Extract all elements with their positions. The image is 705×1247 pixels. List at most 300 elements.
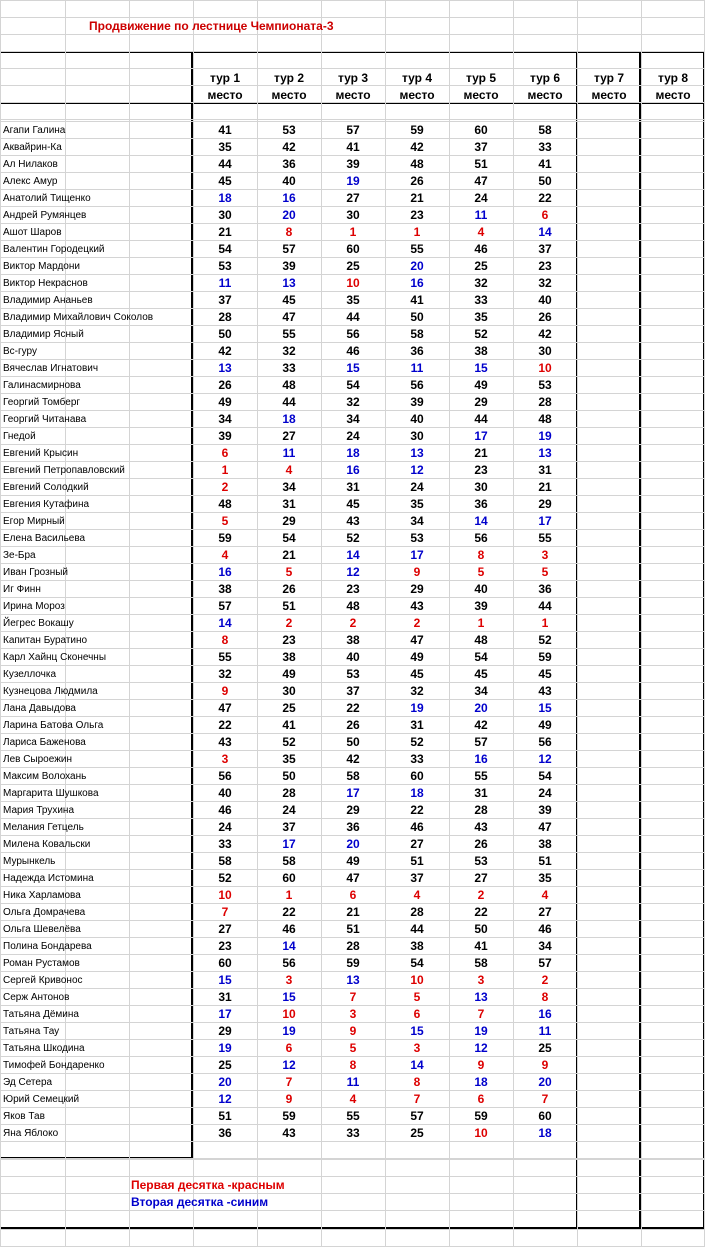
place-cell-tour-5: 20: [474, 701, 488, 715]
place-cell-tour-6: 7: [541, 1092, 549, 1106]
place-cell-tour-2: 9: [285, 1092, 293, 1106]
place-cell-tour-2: 18: [282, 412, 296, 426]
place-cell-tour-3: 16: [346, 463, 360, 477]
place-cell-tour-1: 29: [218, 1024, 232, 1038]
participant-name: Агапи Галина: [3, 125, 66, 136]
place-cell-tour-3: 56: [346, 327, 360, 341]
place-cell-tour-1: 12: [218, 1092, 232, 1106]
place-cell-tour-4: 53: [410, 531, 424, 545]
grid-line: [0, 1158, 705, 1159]
place-cell-tour-4: 7: [413, 1092, 421, 1106]
place-cell-tour-5: 6: [477, 1092, 485, 1106]
place-cell-tour-6: 50: [538, 174, 552, 188]
tour-header-1: тур 1: [209, 71, 241, 85]
grid-line: [0, 1210, 705, 1211]
place-cell-tour-6: 9: [541, 1058, 549, 1072]
participant-name: Владимир Ананьев: [3, 295, 93, 306]
place-cell-tour-6: 52: [538, 633, 552, 647]
place-cell-tour-2: 35: [282, 752, 296, 766]
place-cell-tour-2: 29: [282, 514, 296, 528]
place-cell-tour-1: 50: [218, 327, 232, 341]
place-cell-tour-4: 4: [413, 888, 421, 902]
place-cell-tour-6: 46: [538, 922, 552, 936]
participant-name: Татьяна Дёмина: [3, 1009, 79, 1020]
place-cell-tour-6: 13: [538, 446, 552, 460]
place-cell-tour-2: 6: [285, 1041, 293, 1055]
place-cell-tour-2: 5: [285, 565, 293, 579]
place-cell-tour-3: 27: [346, 191, 360, 205]
place-cell-tour-1: 54: [218, 242, 232, 256]
place-cell-tour-6: 43: [538, 684, 552, 698]
place-cell-tour-6: 15: [538, 701, 552, 715]
place-cell-tour-5: 14: [474, 514, 488, 528]
place-cell-tour-2: 17: [282, 837, 296, 851]
place-cell-tour-5: 43: [474, 820, 488, 834]
grid-line: [129, 0, 130, 1247]
place-cell-tour-5: 17: [474, 429, 488, 443]
place-cell-tour-5: 37: [474, 140, 488, 154]
place-cell-tour-1: 48: [218, 497, 232, 511]
place-cell-tour-5: 35: [474, 310, 488, 324]
place-cell-tour-2: 53: [282, 123, 296, 137]
participant-name: Капитан Буратино: [3, 635, 88, 646]
participant-name: Анатолий Тищенко: [3, 193, 91, 204]
place-cell-tour-2: 48: [282, 378, 296, 392]
participant-name: Вячеслав Игнатович: [3, 363, 99, 374]
place-cell-tour-1: 9: [221, 684, 229, 698]
place-cell-tour-5: 5: [477, 565, 485, 579]
tour-header-6: тур 6: [529, 71, 561, 85]
place-cell-tour-1: 22: [218, 718, 232, 732]
place-cell-tour-4: 19: [410, 701, 424, 715]
place-cell-tour-4: 20: [410, 259, 424, 273]
place-cell-tour-1: 55: [218, 650, 232, 664]
place-cell-tour-6: 45: [538, 667, 552, 681]
place-cell-tour-4: 44: [410, 922, 424, 936]
place-cell-tour-4: 6: [413, 1007, 421, 1021]
place-cell-tour-2: 20: [282, 208, 296, 222]
place-cell-tour-5: 3: [477, 973, 485, 987]
place-cell-tour-2: 11: [282, 446, 296, 460]
place-cell-tour-2: 54: [282, 531, 296, 545]
place-cell-tour-4: 5: [413, 990, 421, 1004]
place-cell-tour-2: 32: [282, 344, 296, 358]
place-cell-tour-3: 35: [346, 293, 360, 307]
place-cell-tour-1: 46: [218, 803, 232, 817]
place-cell-tour-1: 40: [218, 786, 232, 800]
place-cell-tour-3: 2: [349, 616, 357, 630]
place-cell-tour-4: 11: [410, 361, 424, 375]
grid-line: [0, 68, 705, 69]
place-cell-tour-3: 18: [346, 446, 360, 460]
place-cell-tour-3: 60: [346, 242, 360, 256]
place-cell-tour-3: 50: [346, 735, 360, 749]
place-cell-tour-5: 16: [474, 752, 488, 766]
place-cell-tour-5: 25: [474, 259, 488, 273]
participant-name: Роман Рустамов: [3, 958, 80, 969]
place-cell-tour-6: 31: [538, 463, 552, 477]
place-cell-tour-2: 57: [282, 242, 296, 256]
place-cell-tour-3: 48: [346, 599, 360, 613]
place-cell-tour-4: 42: [410, 140, 424, 154]
place-cell-tour-6: 24: [538, 786, 552, 800]
place-cell-tour-4: 38: [410, 939, 424, 953]
place-cell-tour-3: 25: [346, 259, 360, 273]
place-cell-tour-5: 23: [474, 463, 488, 477]
place-cell-tour-1: 20: [218, 1075, 232, 1089]
place-cell-tour-6: 38: [538, 837, 552, 851]
place-cell-tour-4: 13: [410, 446, 424, 460]
place-cell-tour-2: 31: [282, 497, 296, 511]
place-cell-tour-6: 33: [538, 140, 552, 154]
place-cell-tour-6: 42: [538, 327, 552, 341]
place-cell-tour-3: 33: [346, 1126, 360, 1140]
grid-line: [641, 0, 642, 1247]
participant-name: Ирина Мороз: [3, 601, 65, 612]
place-cell-tour-4: 31: [410, 718, 424, 732]
place-cell-tour-6: 26: [538, 310, 552, 324]
place-cell-tour-2: 44: [282, 395, 296, 409]
place-cell-tour-6: 34: [538, 939, 552, 953]
tour-header-8: тур 8: [657, 71, 689, 85]
participant-name: Эд Сетера: [3, 1077, 53, 1088]
place-cell-tour-4: 3: [413, 1041, 421, 1055]
place-cell-tour-4: 50: [410, 310, 424, 324]
place-cell-tour-3: 23: [346, 582, 360, 596]
place-cell-tour-3: 20: [346, 837, 360, 851]
place-cell-tour-3: 37: [346, 684, 360, 698]
place-cell-tour-5: 53: [474, 854, 488, 868]
place-cell-tour-6: 3: [541, 548, 549, 562]
place-cell-tour-2: 60: [282, 871, 296, 885]
participant-name: Елена Васильева: [3, 533, 86, 544]
place-cell-tour-2: 40: [282, 174, 296, 188]
place-cell-tour-2: 30: [282, 684, 296, 698]
place-cell-tour-1: 7: [221, 905, 229, 919]
place-cell-tour-2: 24: [282, 803, 296, 817]
participant-name: Полина Бондарева: [3, 941, 92, 952]
place-cell-tour-6: 35: [538, 871, 552, 885]
participant-name: Тимофей Бондаренко: [3, 1060, 105, 1071]
place-cell-tour-6: 29: [538, 497, 552, 511]
place-cell-tour-4: 55: [410, 242, 424, 256]
place-cell-tour-5: 60: [474, 123, 488, 137]
participant-name: Вс-гуру: [3, 346, 37, 357]
place-cell-tour-4: 59: [410, 123, 424, 137]
place-cell-tour-4: 33: [410, 752, 424, 766]
place-cell-tour-4: 40: [410, 412, 424, 426]
participant-name: Галинасмирнова: [3, 380, 81, 391]
place-cell-tour-3: 1: [349, 225, 357, 239]
place-cell-tour-3: 6: [349, 888, 357, 902]
place-cell-tour-5: 13: [474, 990, 488, 1004]
place-cell-tour-5: 1: [477, 616, 485, 630]
place-cell-tour-6: 11: [538, 1024, 552, 1038]
participant-name: Лариса Баженова: [3, 737, 86, 748]
participant-name: Ларина Батова Ольга: [3, 720, 104, 731]
place-cell-tour-1: 31: [218, 990, 232, 1004]
place-cell-tour-1: 56: [218, 769, 232, 783]
place-cell-tour-1: 36: [218, 1126, 232, 1140]
place-cell-tour-6: 56: [538, 735, 552, 749]
place-cell-tour-3: 52: [346, 531, 360, 545]
grid-line: [0, 85, 705, 86]
place-cell-tour-3: 45: [346, 497, 360, 511]
place-cell-tour-6: 39: [538, 803, 552, 817]
place-cell-tour-5: 28: [474, 803, 488, 817]
place-cell-tour-3: 5: [349, 1041, 357, 1055]
grid-line: [0, 0, 1, 1247]
place-cell-tour-2: 59: [282, 1109, 296, 1123]
place-cell-tour-4: 52: [410, 735, 424, 749]
participant-name: Георгий Читанава: [3, 414, 87, 425]
participant-name: Маргарита Шушкова: [3, 788, 99, 799]
place-cell-tour-6: 23: [538, 259, 552, 273]
place-cell-tour-3: 11: [346, 1075, 360, 1089]
place-cell-tour-3: 40: [346, 650, 360, 664]
participant-name: Евгения Кутафина: [3, 499, 90, 510]
place-cell-tour-5: 41: [474, 939, 488, 953]
place-cell-tour-5: 39: [474, 599, 488, 613]
place-cell-tour-3: 4: [349, 1092, 357, 1106]
participant-name: Мелания Гетцель: [3, 822, 84, 833]
place-cell-tour-5: 19: [474, 1024, 488, 1038]
place-cell-tour-4: 15: [410, 1024, 424, 1038]
participant-name: Яков Тав: [3, 1111, 45, 1122]
place-cell-tour-3: 28: [346, 939, 360, 953]
place-header-7: место: [591, 88, 627, 102]
place-cell-tour-5: 48: [474, 633, 488, 647]
place-cell-tour-1: 45: [218, 174, 232, 188]
place-cell-tour-4: 18: [410, 786, 424, 800]
place-cell-tour-1: 2: [221, 480, 229, 494]
participant-name: Мурынкель: [3, 856, 56, 867]
place-cell-tour-6: 20: [538, 1075, 552, 1089]
place-cell-tour-3: 58: [346, 769, 360, 783]
place-cell-tour-1: 51: [218, 1109, 232, 1123]
place-cell-tour-1: 11: [218, 276, 232, 290]
place-cell-tour-5: 36: [474, 497, 488, 511]
participant-name: Кузнецова Людмила: [3, 686, 98, 697]
place-cell-tour-3: 57: [346, 123, 360, 137]
place-cell-tour-4: 41: [410, 293, 424, 307]
place-cell-tour-6: 22: [538, 191, 552, 205]
place-cell-tour-1: 33: [218, 837, 232, 851]
place-cell-tour-1: 8: [221, 633, 229, 647]
place-cell-tour-4: 26: [410, 174, 424, 188]
place-cell-tour-3: 19: [346, 174, 360, 188]
place-cell-tour-1: 30: [218, 208, 232, 222]
place-cell-tour-4: 30: [410, 429, 424, 443]
place-cell-tour-4: 29: [410, 582, 424, 596]
place-cell-tour-4: 24: [410, 480, 424, 494]
participant-name: Владимир Михайлович Соколов: [3, 312, 154, 323]
place-cell-tour-5: 4: [477, 225, 485, 239]
place-cell-tour-4: 9: [413, 565, 421, 579]
participant-name: Иван Грозный: [3, 567, 68, 578]
place-cell-tour-5: 51: [474, 157, 488, 171]
place-cell-tour-1: 18: [218, 191, 232, 205]
place-cell-tour-2: 25: [282, 701, 296, 715]
place-cell-tour-6: 44: [538, 599, 552, 613]
place-cell-tour-4: 2: [413, 616, 421, 630]
grid-line: [0, 1229, 705, 1230]
place-cell-tour-1: 3: [221, 752, 229, 766]
place-cell-tour-6: 30: [538, 344, 552, 358]
place-cell-tour-2: 56: [282, 956, 296, 970]
place-cell-tour-6: 25: [538, 1041, 552, 1055]
place-cell-tour-6: 14: [538, 225, 552, 239]
place-cell-tour-3: 47: [346, 871, 360, 885]
place-cell-tour-6: 17: [538, 514, 552, 528]
place-cell-tour-5: 57: [474, 735, 488, 749]
place-cell-tour-6: 59: [538, 650, 552, 664]
participant-name: Ашот Шаров: [3, 227, 62, 238]
place-cell-tour-5: 42: [474, 718, 488, 732]
place-cell-tour-5: 38: [474, 344, 488, 358]
place-cell-tour-1: 49: [218, 395, 232, 409]
place-cell-tour-2: 16: [282, 191, 296, 205]
place-cell-tour-4: 47: [410, 633, 424, 647]
place-cell-tour-6: 2: [541, 973, 549, 987]
place-cell-tour-5: 56: [474, 531, 488, 545]
place-cell-tour-5: 52: [474, 327, 488, 341]
place-cell-tour-4: 51: [410, 854, 424, 868]
place-cell-tour-1: 19: [218, 1041, 232, 1055]
place-cell-tour-1: 14: [218, 616, 232, 630]
place-cell-tour-5: 9: [477, 1058, 485, 1072]
place-cell-tour-3: 17: [346, 786, 360, 800]
place-cell-tour-4: 35: [410, 497, 424, 511]
participant-name: Аквайрин-Ка: [3, 142, 62, 153]
place-cell-tour-5: 40: [474, 582, 488, 596]
place-cell-tour-2: 28: [282, 786, 296, 800]
participant-name: Ольга Шевелёва: [3, 924, 81, 935]
grid-line: [0, 0, 705, 1]
place-cell-tour-3: 44: [346, 310, 360, 324]
place-cell-tour-4: 54: [410, 956, 424, 970]
place-cell-tour-3: 10: [346, 276, 360, 290]
place-cell-tour-2: 22: [282, 905, 296, 919]
place-cell-tour-3: 13: [346, 973, 360, 987]
place-cell-tour-5: 31: [474, 786, 488, 800]
participant-name: Татьяна Тау: [3, 1026, 60, 1037]
grid-line: [0, 1193, 705, 1194]
place-cell-tour-2: 8: [285, 225, 293, 239]
place-cell-tour-3: 36: [346, 820, 360, 834]
place-cell-tour-2: 19: [282, 1024, 296, 1038]
place-cell-tour-2: 27: [282, 429, 296, 443]
place-cell-tour-5: 27: [474, 871, 488, 885]
place-cell-tour-4: 58: [410, 327, 424, 341]
place-cell-tour-1: 59: [218, 531, 232, 545]
place-cell-tour-1: 43: [218, 735, 232, 749]
place-header-5: место: [463, 88, 499, 102]
place-cell-tour-3: 26: [346, 718, 360, 732]
place-cell-tour-1: 60: [218, 956, 232, 970]
participant-name: Егор Мирный: [3, 516, 65, 527]
place-cell-tour-4: 46: [410, 820, 424, 834]
place-cell-tour-3: 15: [346, 361, 360, 375]
place-cell-tour-1: 53: [218, 259, 232, 273]
place-cell-tour-3: 7: [349, 990, 357, 1004]
place-cell-tour-4: 32: [410, 684, 424, 698]
place-cell-tour-2: 51: [282, 599, 296, 613]
place-cell-tour-4: 60: [410, 769, 424, 783]
place-header-4: место: [399, 88, 435, 102]
place-cell-tour-2: 1: [285, 888, 293, 902]
place-cell-tour-6: 54: [538, 769, 552, 783]
place-cell-tour-2: 26: [282, 582, 296, 596]
place-cell-tour-4: 14: [410, 1058, 424, 1072]
place-cell-tour-1: 25: [218, 1058, 232, 1072]
place-cell-tour-1: 10: [218, 888, 232, 902]
place-cell-tour-5: 30: [474, 480, 488, 494]
participant-name: Надежда Истомина: [3, 873, 94, 884]
place-cell-tour-4: 8: [413, 1075, 421, 1089]
place-cell-tour-6: 19: [538, 429, 552, 443]
participant-name: Гнедой: [3, 431, 36, 442]
tour-header-5: тур 5: [465, 71, 497, 85]
place-cell-tour-6: 10: [538, 361, 552, 375]
place-cell-tour-1: 34: [218, 412, 232, 426]
participant-name: Юрий Семецкий: [3, 1094, 80, 1105]
place-cell-tour-1: 32: [218, 667, 232, 681]
place-cell-tour-4: 39: [410, 395, 424, 409]
place-cell-tour-4: 1: [413, 225, 421, 239]
place-header-1: место: [207, 88, 243, 102]
participant-name: Милена Ковальски: [3, 839, 91, 850]
place-cell-tour-3: 8: [349, 1058, 357, 1072]
place-cell-tour-2: 33: [282, 361, 296, 375]
place-cell-tour-5: 29: [474, 395, 488, 409]
place-cell-tour-1: 4: [221, 548, 229, 562]
place-cell-tour-6: 18: [538, 1126, 552, 1140]
place-cell-tour-3: 32: [346, 395, 360, 409]
place-cell-tour-1: 28: [218, 310, 232, 324]
place-cell-tour-4: 16: [410, 276, 424, 290]
place-cell-tour-4: 57: [410, 1109, 424, 1123]
place-header-8: место: [655, 88, 691, 102]
place-cell-tour-6: 8: [541, 990, 549, 1004]
place-cell-tour-6: 12: [538, 752, 552, 766]
place-cell-tour-6: 60: [538, 1109, 552, 1123]
place-cell-tour-3: 38: [346, 633, 360, 647]
place-cell-tour-1: 23: [218, 939, 232, 953]
place-cell-tour-4: 28: [410, 905, 424, 919]
place-cell-tour-2: 23: [282, 633, 296, 647]
participant-name: Евгений Крысин: [3, 448, 79, 459]
place-cell-tour-4: 25: [410, 1126, 424, 1140]
grid-line: [0, 1176, 705, 1177]
place-header-3: место: [335, 88, 371, 102]
grid-line: [0, 17, 705, 18]
place-cell-tour-6: 1: [541, 616, 549, 630]
place-cell-tour-3: 29: [346, 803, 360, 817]
place-cell-tour-1: 44: [218, 157, 232, 171]
place-cell-tour-5: 55: [474, 769, 488, 783]
place-cell-tour-5: 33: [474, 293, 488, 307]
sheet-title: Продвижение по лестнице Чемпионата-3: [89, 19, 334, 33]
participant-name: Серж Антонов: [3, 992, 70, 1003]
place-cell-tour-4: 48: [410, 157, 424, 171]
place-cell-tour-5: 54: [474, 650, 488, 664]
place-cell-tour-5: 26: [474, 837, 488, 851]
place-cell-tour-1: 24: [218, 820, 232, 834]
participant-name: Татьяна Шкодина: [3, 1043, 85, 1054]
grid-line: [0, 102, 705, 103]
place-cell-tour-6: 41: [538, 157, 552, 171]
